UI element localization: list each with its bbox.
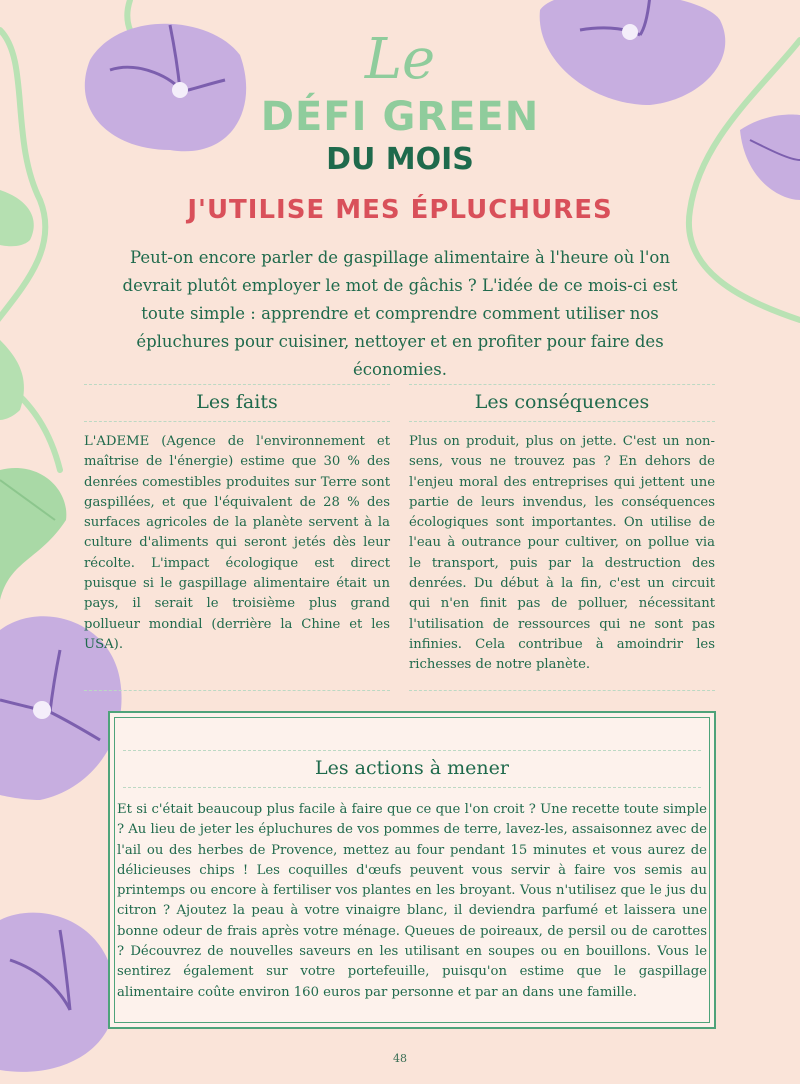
divider bbox=[409, 690, 715, 691]
page-number: 48 bbox=[393, 1052, 407, 1065]
section-consequences-text: Plus on produit, plus on jette. C'est un non-sens, vous ne trouvez pas ? En dehors de l'enjeu moral des entreprises qui jettent une partie de leurs invendus, les conséquences écologiques sont importantes. On utilise de l'eau à outrance pour cultiver, on pollue via le transport, puis par la destruction des denrées. Du début à la fin, c'est un circuit qui n'en finit pas de polluer, nécessitant l'utilisation de ressources qui ne sont pas infinies. Cela contribue à amoindrir les richesses de notre planète. bbox=[409, 434, 715, 673]
section-faits bbox=[84, 384, 390, 655]
box-frame bbox=[114, 717, 710, 1023]
title-le: Le bbox=[364, 27, 436, 92]
page-title: DÉFI GREEN bbox=[260, 94, 540, 140]
page-subtitle: DU MOIS bbox=[326, 142, 474, 177]
section-actions-text: Et si c'était beaucoup plus facile à faire que ce que l'on croit ? Une recette toute simple ? Au lieu de jeter les épluchures de vos pommes de terre, lavez-les, assaisonnez avec de l'ail ou des herbes de Provence, mettez au four pendant 15 minutes et vous aurez de délicieuses chips ! Les coquilles d'œufs peuvent vous servir à faire vos semis au printemps ou encore à fertiliser vos plantes en les broyant. Vous n'utilisez que le jus du citron ? Ajoutez la peau à votre vinaigre blanc, il deviendra parfumé et laissera une bonne odeur de frais après votre ménage. Queues de poireaux, de persil ou de carottes ? Découvrez de nouvelles saveurs en les utilisant en soupes ou en bouillons. Vous le sentirez également sur votre portefeuille, puisqu'on estime que le gaspillage alimentaire coûte environ 160 euros par personne et par an dans une famille. bbox=[117, 802, 707, 1000]
leaf-icon bbox=[0, 190, 66, 600]
section-consequences-title: Les conséquences bbox=[409, 384, 715, 422]
section-faits-title: Les faits bbox=[84, 384, 390, 422]
section-actions bbox=[108, 711, 716, 1029]
section-actions-title: Les actions à mener bbox=[123, 750, 701, 788]
morning-glory-flower-icon bbox=[0, 913, 115, 1072]
intro-paragraph: Peut-on encore parler de gaspillage alimentaire à l'heure où l'on devrait plutôt employer le mot de gâchis ? L'idée de ce mois-ci est toute simple : apprendre et comprendre comment utiliser nos épluchures pour cuisiner, nettoyer et en profiter pour faire des économies. bbox=[122, 248, 678, 379]
section-consequences bbox=[409, 384, 715, 676]
challenge-theme: J'UTILISE MES ÉPLUCHURES bbox=[187, 195, 613, 225]
divider bbox=[84, 690, 390, 691]
section-faits-text: L'ADEME (Agence de l'environnement et maîtrise de l'énergie) estime que 30 % des denrées comestibles produites sur Terre sont gaspillées, et que l'équivalent de 28 % des surfaces agricoles de la planète servent à la culture d'aliments qui seront jetés dès leur récolte. L'impact écologique est direct puisque si le gaspillage alimentaire était un pays, il serait le troisième plus grand pollueur mondial (derrière la Chine et les USA). bbox=[84, 434, 390, 652]
